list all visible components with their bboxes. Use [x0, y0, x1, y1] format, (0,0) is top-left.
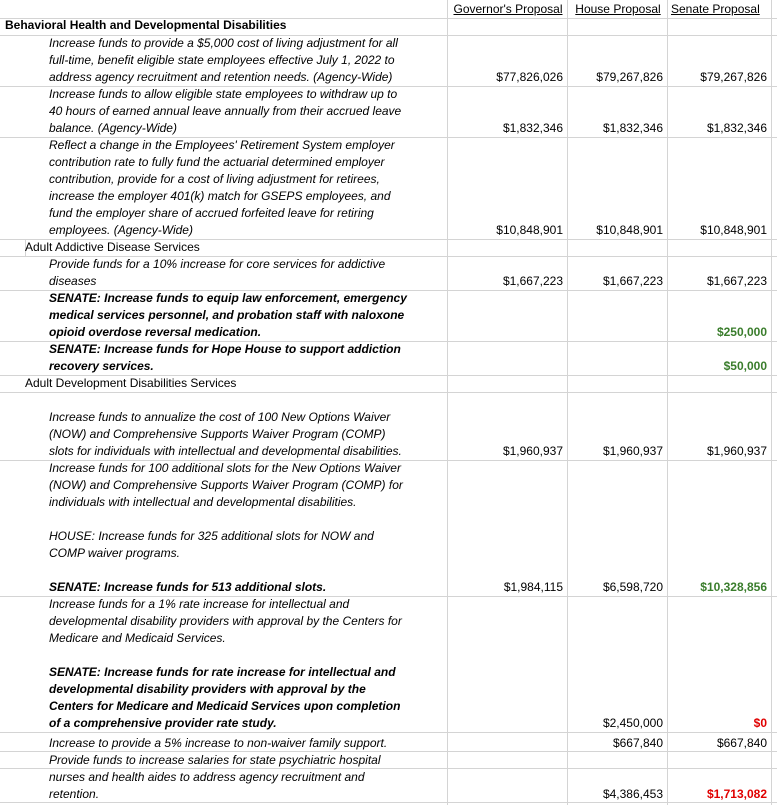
section-title: Behavioral Health and Developmental Disabilities	[5, 18, 287, 32]
senate-value: $1,713,082	[706, 787, 767, 801]
item-description: SENATE: Increase funds for Hope House to support addiction recovery services.	[49, 342, 401, 373]
item-description: Increase funds to provide a $5,000 cost of living adjustment for all full-time, benefit eligible state employees effective July 1, 2022 to address agency recruitment and retention needs. (Agency-Wide)	[49, 36, 398, 84]
item-description: Provide funds for a 10% increase for core services for addictive diseases	[49, 257, 386, 288]
house-value: $1,667,223	[602, 274, 663, 288]
house-value: $1,832,346	[602, 121, 663, 135]
column-divider	[771, 0, 772, 805]
senate-value: $1,832,346	[706, 121, 767, 135]
subsection-developmental: Adult Development Disabilities Services	[25, 376, 237, 390]
governor-value: $1,984,115	[503, 580, 563, 594]
senate-value: $667,840	[716, 736, 767, 750]
senate-value: $1,960,937	[706, 444, 767, 458]
senate-value: $10,848,901	[700, 223, 767, 237]
house-value: $10,848,901	[596, 223, 663, 237]
house-value: $6,598,720	[602, 580, 663, 594]
row-divider	[0, 732, 777, 733]
senate-value: $79,267,826	[700, 70, 767, 84]
item-description: Increase funds to annualize the cost of 100 New Options Waiver (NOW) and Comprehensive Supports Waiver Program (COMP) slots for individuals with intellectual and developmental disabilities.	[49, 410, 402, 458]
header-senate: Senate Proposal	[671, 2, 760, 16]
house-value: $4,386,453	[602, 787, 663, 801]
item-description: SENATE: Increase funds to equip law enforcement, emergency medical services personnel, and probation staff with naloxone opioid overdose reversal medication.	[49, 291, 407, 339]
governor-value: $1,667,223	[502, 274, 563, 288]
house-value: $2,450,000	[602, 716, 663, 730]
senate-value: $10,328,856	[700, 580, 767, 594]
governor-value: $1,960,937	[502, 444, 563, 458]
governor-value: $77,826,026	[496, 70, 563, 84]
house-value: $1,960,937	[602, 444, 663, 458]
governor-value: $1,832,346	[502, 121, 563, 135]
senate-note: SENATE: Increase funds for 513 additional slots.	[49, 580, 327, 594]
header-house: House Proposal	[575, 2, 661, 16]
item-description: Increase funds for a 1% rate increase for intellectual and developmental disability providers with approval by the Centers for Medicare and Medicaid Services.	[49, 597, 402, 645]
senate-value: $1,667,223	[706, 274, 767, 288]
senate-value: $50,000	[723, 359, 767, 373]
item-description: Increase to provide a 5% increase to non-waiver family support.	[49, 736, 388, 750]
house-note: HOUSE: Increase funds for 325 additional slots for NOW and COMP waiver programs.	[49, 529, 374, 560]
column-divider	[667, 0, 668, 805]
item-description: Increase funds for 100 additional slots for the New Options Waiver (NOW) and Comprehensive Supports Waiver Program (COMP) for individuals with intellectual and developmental disabilities.	[49, 461, 403, 509]
column-divider	[567, 0, 568, 805]
column-divider	[447, 0, 448, 805]
row-divider	[0, 392, 777, 393]
senate-note: SENATE: Increase funds for rate increase for intellectual and developmental disability providers with approval by the Centers for Medicare and Medicaid Services upon completion of a comprehensive provider rate study.	[49, 665, 401, 730]
senate-value: $0	[753, 716, 767, 730]
senate-value: $250,000	[716, 325, 767, 339]
item-description: Reflect a change in the Employees' Retirement System employer contribution rate to fully fund the actuarial determined employer contribution, provide for a cost of living adjustment for retirees, increase the employer 401(k) match for GSEPS employees, and fund the employer share of accrued forfeited leave for retiring employees. (Agency-Wide)	[49, 138, 395, 237]
item-description: Provide funds to increase salaries for state psychiatric hospital nurses and health aides to address agency recruitment and retention.	[49, 753, 381, 801]
house-value: $79,267,826	[596, 70, 663, 84]
header-governor: Governor's Proposal	[453, 2, 563, 16]
item-description: Increase funds to allow eligible state employees to withdraw up to 40 hours of earned annual leave annually from their accrued leave balance. (Agency-Wide)	[49, 87, 402, 135]
subsection-addictive: Adult Addictive Disease Services	[25, 240, 200, 254]
governor-value: $10,848,901	[496, 223, 563, 237]
house-value: $667,840	[612, 736, 663, 750]
